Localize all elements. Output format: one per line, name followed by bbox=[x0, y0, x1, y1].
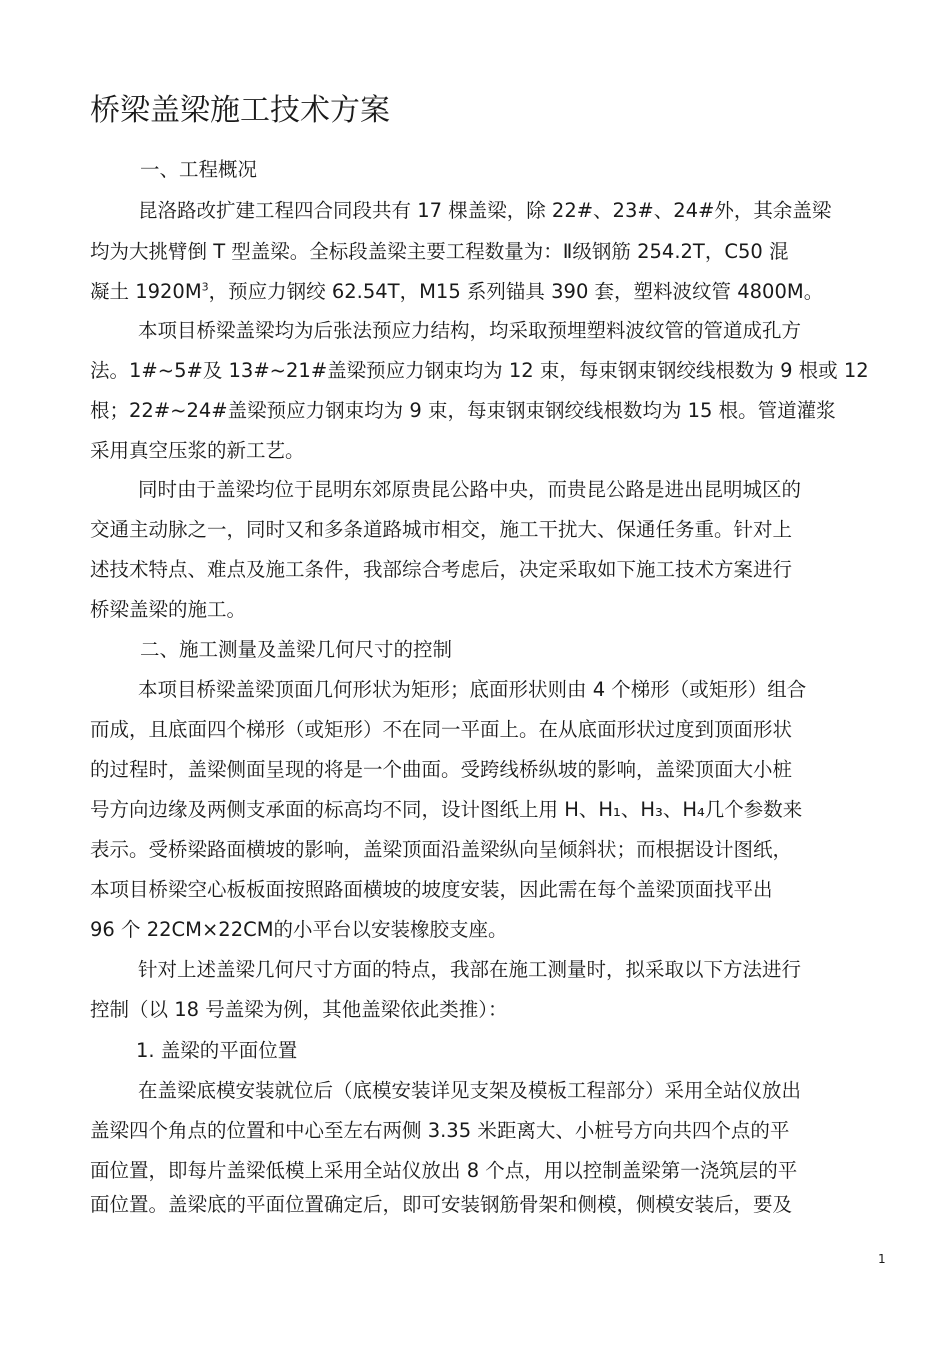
paragraph-line: 本项目桥梁盖梁均为后张法预应力结构，均采取预埋塑料波纹管的管道成孔方 bbox=[138, 319, 802, 342]
paragraph-line: 表示。受桥梁路面横坡的影响，盖梁顶面沿盖梁纵向呈倾斜状；而根据设计图纸， bbox=[90, 838, 793, 861]
line-segment: ，预应力钢绞 62.54T，M15 系列锚具 390 套，塑料波纹管 4800M。 bbox=[208, 280, 824, 303]
paragraph-line: 法。1#~5#及 13#~21#盖梁预应力钢束均为 12 束，每束钢束钢绞线根数为 9 根或 12 bbox=[90, 359, 869, 382]
document-title: 桥梁盖梁施工技术方案 bbox=[90, 93, 390, 128]
paragraph-line: 本项目桥梁盖梁顶面几何形状为矩形；底面形状则由 4 个梯形（或矩形）组合 bbox=[138, 678, 807, 701]
paragraph-line: 本项目桥梁空心板板面按照路面横坡的坡度安装，因此需在每个盖梁顶面找平出 bbox=[90, 878, 773, 901]
superscript: 3 bbox=[201, 280, 209, 294]
page-number: 1 bbox=[878, 1252, 886, 1266]
subsection-heading: 1. 盖梁的平面位置 bbox=[136, 1039, 298, 1062]
paragraph-line: 的过程时，盖梁侧面呈现的将是一个曲面。受跨线桥纵坡的影响，盖梁顶面大小桩 bbox=[90, 758, 793, 781]
paragraph-line: 面位置。盖梁底的平面位置确定后，即可安装钢筋骨架和侧模，侧模安装后，要及 bbox=[90, 1193, 793, 1216]
paragraph-line: 在盖梁底模安装就位后（底模安装详见支架及模板工程部分）采用全站仪放出 bbox=[138, 1079, 802, 1102]
paragraph-line: 面位置，即每片盖梁低模上采用全站仪放出 8 个点，用以控制盖梁第一浇筑层的平 bbox=[90, 1159, 798, 1182]
section-heading-1: 一、工程概况 bbox=[140, 158, 258, 181]
paragraph-line: 昆洛路改扩建工程四合同段共有 17 棵盖梁，除 22#、23#、24#外，其余盖梁 bbox=[138, 199, 832, 222]
paragraph-line: 采用真空压浆的新工艺。 bbox=[90, 439, 305, 462]
paragraph-line: 号方向边缘及两侧支承面的标高均不同，设计图纸上用 H、H₁、H₃、H₄几个参数来 bbox=[90, 798, 803, 821]
paragraph-line bbox=[90, 279, 823, 305]
paragraph-line: 桥梁盖梁的施工。 bbox=[90, 598, 247, 621]
paragraph-line: 针对上述盖梁几何尺寸方面的特点，我部在施工测量时，拟采取以下方法进行 bbox=[138, 958, 802, 981]
paragraph-line: 均为大挑臂倒 T 型盖梁。全标段盖梁主要工程数量为：Ⅱ级钢筋 254.2T，C50 混 bbox=[90, 240, 789, 263]
paragraph-line: 控制（以 18 号盖梁为例，其他盖梁依此类推）： bbox=[90, 998, 508, 1021]
paragraph-line: 盖梁四个角点的位置和中心至左右两侧 3.35 米距离大、小桩号方向共四个点的平 bbox=[90, 1119, 790, 1142]
section-heading-2: 二、施工测量及盖梁几何尺寸的控制 bbox=[140, 638, 453, 661]
paragraph-line: 交通主动脉之一，同时又和多条道路城市相交，施工干扰大、保通任务重。针对上 bbox=[90, 518, 793, 541]
paragraph-line: 同时由于盖梁均位于昆明东郊原贵昆公路中央，而贵昆公路是进出昆明城区的 bbox=[138, 478, 802, 501]
paragraph-line: 96 个 22CM×22CM的小平台以安装橡胶支座。 bbox=[90, 918, 508, 941]
paragraph-line: 述技术特点、难点及施工条件，我部综合考虑后，决定采取如下施工技术方案进行 bbox=[90, 558, 793, 581]
paragraph-line: 而成，且底面四个梯形（或矩形）不在同一平面上。在从底面形状过度到顶面形状 bbox=[90, 718, 793, 741]
paragraph-line: 根；22#~24#盖梁预应力钢束均为 9 束，每束钢束钢绞线根数均为 15 根。管道灌浆 bbox=[90, 399, 836, 422]
line-segment: 凝土 1920M bbox=[90, 280, 202, 303]
